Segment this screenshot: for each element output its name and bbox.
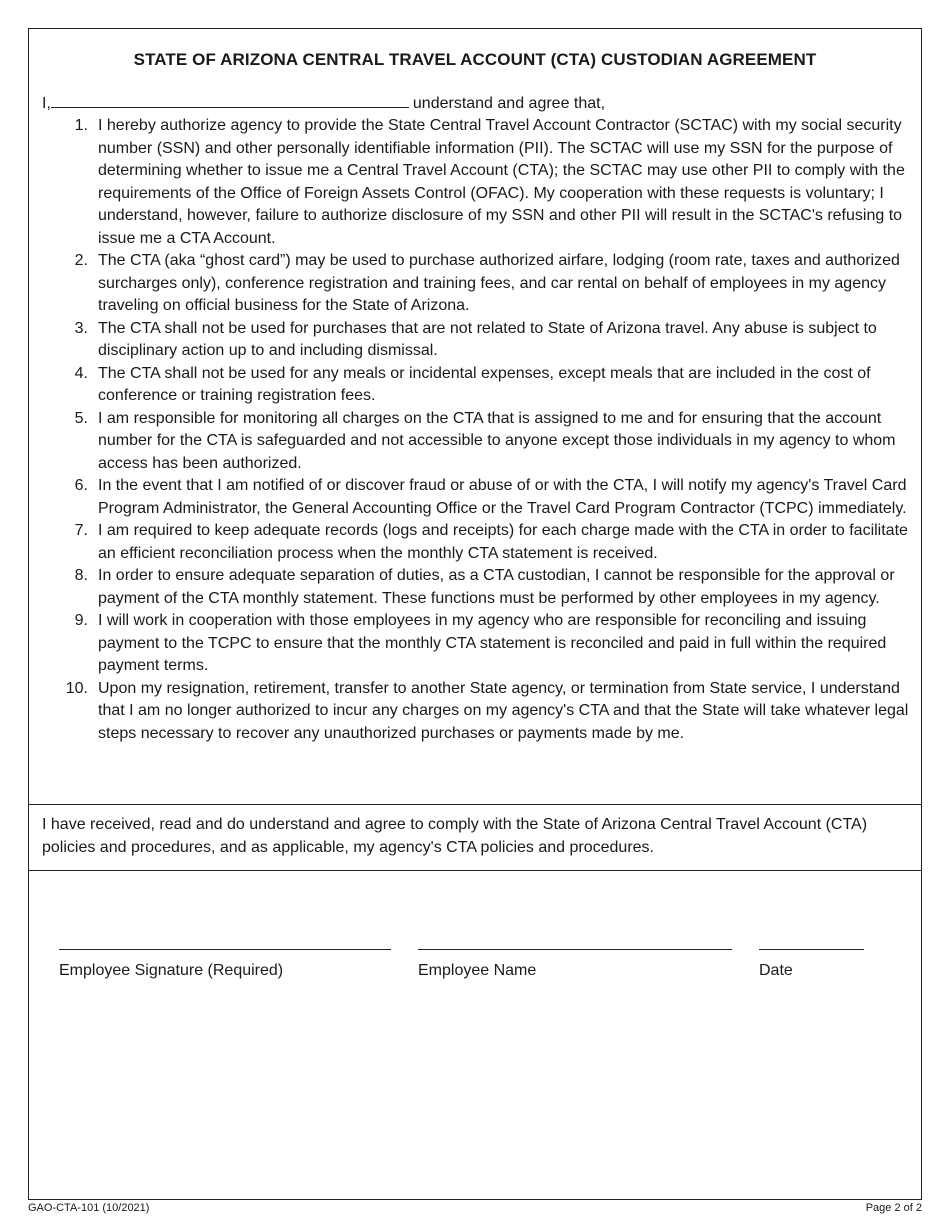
term-item: 9. I will work in cooperation with those employees in my agency who are responsible for reconciling and issuing payment to the TCPC to ensure that the monthly CTA statement is reconciled and paid in full within the required payment terms.	[74, 612, 887, 674]
signature-label: Employee Signature (Required)	[59, 962, 284, 979]
term-item: 7. I am required to keep adequate records (logs and receipts) for each charge made with the CTA in order to facilitate an efficient reconciliation process when the monthly CTA statement is received.	[74, 522, 908, 562]
employee-name-label: Employee Name	[418, 962, 537, 979]
term-item: 5. I am responsible for monitoring all charges on the CTA that is assigned to me and for ensuring that the account number for the CTA is safeguarded and not accessible to anyone except those individuals in my agency to whom access has been authorized.	[74, 409, 896, 472]
term-item: 2. The CTA (aka “ghost card”) may be used to purchase authorized airfare, lodging (room rate, taxes and authorized surcharges only), conference registration and training fees, and car rental on behalf of employees in my agency traveling on official business for the State of Arizona.	[74, 252, 900, 314]
form-id: GAO-CTA-101 (10/2021)	[28, 1202, 150, 1214]
signature-field[interactable]	[59, 948, 391, 950]
date-label: Date	[759, 962, 793, 979]
section-divider-top	[28, 804, 922, 805]
date-field[interactable]	[759, 948, 864, 950]
custodian-name-field[interactable]	[51, 92, 409, 108]
page-number: Page 2 of 2	[865, 1202, 922, 1214]
document-title: STATE OF ARIZONA CENTRAL TRAVEL ACCOUNT (CTA) CUSTODIAN AGREEMENT	[133, 50, 817, 69]
employee-name-field[interactable]	[418, 948, 732, 950]
term-item: 3. The CTA shall not be used for purchases that are not related to State of Arizona travel. Any abuse is subject to disciplinary action up to and including dismissal.	[74, 319, 877, 359]
term-item: 10. Upon my resignation, retirement, transfer to another State agency, or termination from State service, I understand that I am no longer authorized to incur any charges on my agency's CTA and that the State will take whatever legal steps necessary to recover any unauthorized purchases or payments made by me.	[65, 679, 909, 742]
intro-suffix: understand and agree that,	[412, 95, 606, 112]
term-item: 8. In order to ensure adequate separation of duties, as a CTA custodian, I cannot be responsible for the approval or payment of the CTA monthly statement. These functions must be performed by other employees in my agency.	[74, 567, 895, 607]
intro-prefix: I,	[42, 95, 51, 112]
acknowledgement-text: I have received, read and do understand and agree to comply with the State of Arizona Central Travel Account (CTA) policies and procedures, and as applicable, my agency's CTA policies and procedures.	[42, 816, 868, 856]
term-item: 6. In the event that I am notified of or discover fraud or abuse of or with the CTA, I will notify my agency's Travel Card Program Administrator, the General Accounting Office or the Travel Card Program Contractor (TCPC) immediately.	[74, 477, 907, 517]
terms-list	[42, 115, 912, 745]
term-item: 1. I hereby authorize agency to provide the State Central Travel Account Contractor (SCTAC) with my social security number (SSN) and other personally identifiable information (PII). The SCTAC will use my SSN for the purpose of determining whether to issue me a Central Travel Account (CTA); the SCTAC may use other PII to comply with the requirements of the Office of Foreign Assets Control (OFAC). My cooperation with these requests is voluntary; I understand, however, failure to authorize disclosure of my SSN and other PII will result in the SCTAC's refusing to issue me a CTA Account.	[74, 117, 905, 247]
intro-line	[42, 92, 605, 116]
section-divider-bottom	[28, 870, 922, 871]
term-item: 4. The CTA shall not be used for any meals or incidental expenses, except meals that are included in the cost of conference or training registration fees.	[74, 364, 871, 404]
